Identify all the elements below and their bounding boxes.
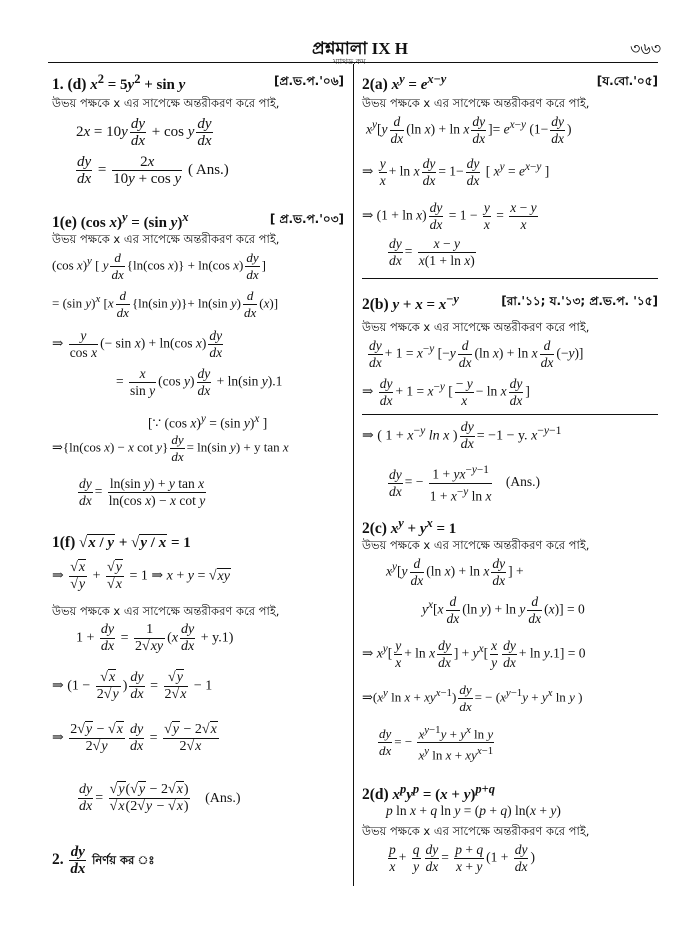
- equation: $\frac{dy}{dx}$ = $\frac{x - y}{\text{x(1 + ln x)}}$: [389, 236, 475, 268]
- equation: $\frac{dy}{dx}$ + $1 = x^{-y}$ [−y $\frac{d}{dx}$ (ln x) + ln x $\frac{d}{dx}$ (−y)]: [369, 338, 584, 370]
- equation: ⇒ ( $1 + x^{-y}$ ln x ) $\frac{dy}{dx}$ = −1 − y. $x^{-y-1}$: [362, 420, 562, 452]
- equation: 2x = 10y $\frac{dy}{dx}$ + cos y $\frac{dy}{dx}$: [76, 116, 212, 149]
- answer-label: ( Ans.): [187, 161, 229, 178]
- problem-1d-tag: [প্র.ভ.প.'০৬]: [274, 74, 344, 88]
- answer-label: (Ans.): [505, 474, 540, 490]
- header-rule: [48, 62, 658, 63]
- problem-2a-tag: [য.বো.'০৫]: [596, 74, 658, 88]
- equation: ⇒ $\frac{√x}{√y}$ + $\frac{√y}{√x}$ = 1 ⇒ x + y = √xy: [52, 560, 230, 592]
- equation: $x^y[y$ $\frac{d}{dx}$ (ln x) + ln x $\frac{dy}{dx}$ ]= $e^{x-y}$ (1− $\frac{dy}{dx}$ ): [366, 114, 572, 146]
- equation: $\frac{dy}{dx}$ = − $\frac{1 + yx^{-y-1}}{1 + x^{-y} \ln x}$ (Ans.): [389, 464, 540, 503]
- equation: $x^y[y$ $\frac{d}{dx}$ (ln x) + ln x $\frac{dy}{dx}$ ] +: [386, 556, 524, 588]
- equation: ⇒ $\frac{y}{\text{cos x}}$ (− sin x) + ln(cos x) $\frac{dy}{dx}$: [52, 328, 223, 360]
- differentiation-phrase: উভয় পক্ষকে x এর সাপেক্ষে অন্তরীকরণ করে পাই,: [362, 320, 590, 334]
- equation: 1 + $\frac{dy}{dx}$ = $\frac{1}{2√xy}$ (x $\frac{dy}{dx}$ + y.1): [76, 622, 234, 654]
- column-divider: [353, 64, 354, 886]
- problem-1e-heading: 1(e) (cos x)$^y$ = (sin y)$^x$: [52, 210, 189, 231]
- equation: = $\frac{x}{\text{sin y}}$ (cos y) $\frac{dy}{dx}$ + ln(sin y).1: [116, 366, 283, 398]
- differentiation-phrase: উভয় পক্ষকে x এর সাপেক্ষে অন্তরীকরণ করে পাই,: [52, 96, 280, 110]
- answer-label: (Ans.): [205, 790, 241, 806]
- exercise-title: প্রশ্নমালা IX H: [312, 39, 408, 58]
- problem-2-heading: 2. $\frac{dy}{dx}$ নির্ণয় কর ঃ: [52, 844, 155, 877]
- problem-2c-heading: 2(c) $x^y + y^x = 1$: [362, 516, 457, 537]
- differentiation-phrase: উভয় পক্ষকে x এর সাপেক্ষে অন্তরীকরণ করে পাই,: [362, 538, 590, 552]
- equation: $\Rightarrow(x^y$ $\ln x + xy^{x-1}$) $\frac{dy}{dx}$ = − ($x^{y-1}y + y^x$ ln y ): [362, 682, 583, 714]
- equation: ⇒ (1 + ln x) $\frac{dy}{dx}$ = 1 − $\frac{y}{x}$ = $\frac{x - y}{x}$: [362, 200, 537, 232]
- problem-1d-heading: 1. (d) $x^2 = 5y^2 + \sin y$: [52, 72, 186, 93]
- equation: ⇒ $\frac{dy}{dx}$ + $1 = x^{-y}$ [ $\frac{- y}{x}$ − ln x $\frac{dy}{dx}$ ]: [362, 376, 530, 408]
- problem-2d-heading: 2(d) $x^py^p = (x + y)^{p+q}$: [362, 782, 496, 803]
- equation: $\frac{p}{x}$ + $\frac{q}{y}$ $\frac{dy}{dx}$ = $\frac{p + q}{x + y}$ (1 + $\frac{dy}{dx}$ ): [389, 842, 535, 874]
- differentiation-phrase: উভয় পক্ষকে x এর সাপেক্ষে অন্তরীকরণ করে পাই,: [362, 96, 590, 110]
- header-watermark: ম্যাথড.কম: [333, 57, 366, 66]
- equation: = (sin y)$^x$ [x $\frac{d}{dx}$ {ln(sin y)}+ ln(sin y) $\frac{d}{dx}$ (x)]: [52, 288, 279, 320]
- problem-1f-heading: 1(f) √x / y + √y / x = 1: [52, 534, 191, 551]
- equation: p ln x + q ln y = (p + q) ln(x + y): [386, 803, 561, 818]
- equation: ⇒ (1 − $\frac{√x}{2√y}$ ) $\frac{dy}{dx}$ = $\frac{√y}{2√x}$ − 1: [52, 670, 213, 702]
- equation: [∵ (cos x)$^y$ = (sin y)$^x$ ]: [148, 413, 268, 431]
- differentiation-phrase: উভয় পক্ষকে x এর সাপেক্ষে অন্তরীকরণ করে পাই,: [52, 604, 280, 618]
- problem-2a-heading: 2(a) $x^y = e^{x-y}$: [362, 72, 447, 93]
- problem-1e-tag: [ প্র.ভ.প.'০৩]: [269, 212, 344, 226]
- equation: ⇒{ln(cos x) − x cot y} $\frac{dy}{dx}$ = ln(sin y) + y tan x: [52, 432, 289, 464]
- equation: $\frac{dy}{dx}$ = $\frac{√y(√y - 2√x)}{√x(2√y - √x)}$ (Ans.): [79, 782, 241, 814]
- equation: ⇒ $\frac{2√y - √x}{2√y}$ $\frac{dy}{dx}$ = $\frac{√y - 2√x}{2√x}$: [52, 722, 217, 754]
- equation: ⇒ $x^y$[ $\frac{y}{x}$ + ln x $\frac{dy}{dx}$ ] + $y^x$[ $\frac{x}{y}$ $\frac{dy}{dx}$ + ln y.1] = 0: [362, 638, 586, 670]
- section-divider: [362, 414, 658, 415]
- differentiation-phrase: উভয় পক্ষকে x এর সাপেক্ষে অন্তরীকরণ করে পাই,: [362, 824, 590, 838]
- equation: (cos x)$^y$ [ y $\frac{d}{dx}$ {ln(cos x)} + ln(cos x) $\frac{dy}{dx}$ ]: [52, 250, 266, 282]
- equation: $\frac{dy}{dx}$ = − $\frac{x^{y-1}y + y^x \ln y}{x^y \ln x + xy^{x-1}}$: [379, 724, 494, 763]
- problem-2b-heading: 2(b) $y + x = x^{-y}$: [362, 292, 459, 313]
- page-header: [0, 34, 697, 66]
- equation: $\frac{dy}{dx}$ = $\frac{\text{ln(sin y) + y tan x}}{\text{ln(cos x) − x cot y}}$: [79, 476, 206, 508]
- equation: ⇒ $\frac{y}{x}$ + ln x $\frac{dy}{dx}$ = 1− $\frac{dy}{dx}$ [ $x^y = e^{x-y}$ ]: [362, 156, 550, 188]
- problem-2b-tag: [রা.'১১; য.'১৩; প্র.ভ.প. '১৫]: [501, 294, 658, 308]
- section-divider: [362, 278, 658, 279]
- page-number: ৩৬৩: [630, 41, 662, 58]
- equation: $y^x[x$ $\frac{d}{dx}$ (ln y) + ln y $\frac{d}{dx}$ (x)] = 0: [422, 594, 585, 626]
- differentiation-phrase: উভয় পক্ষকে x এর সাপেক্ষে অন্তরীকরণ করে পাই,: [52, 232, 280, 246]
- equation: $\frac{dy}{dx}$ = $\frac{2x}{\text{10y + cos y}}$ ( Ans.): [77, 154, 229, 187]
